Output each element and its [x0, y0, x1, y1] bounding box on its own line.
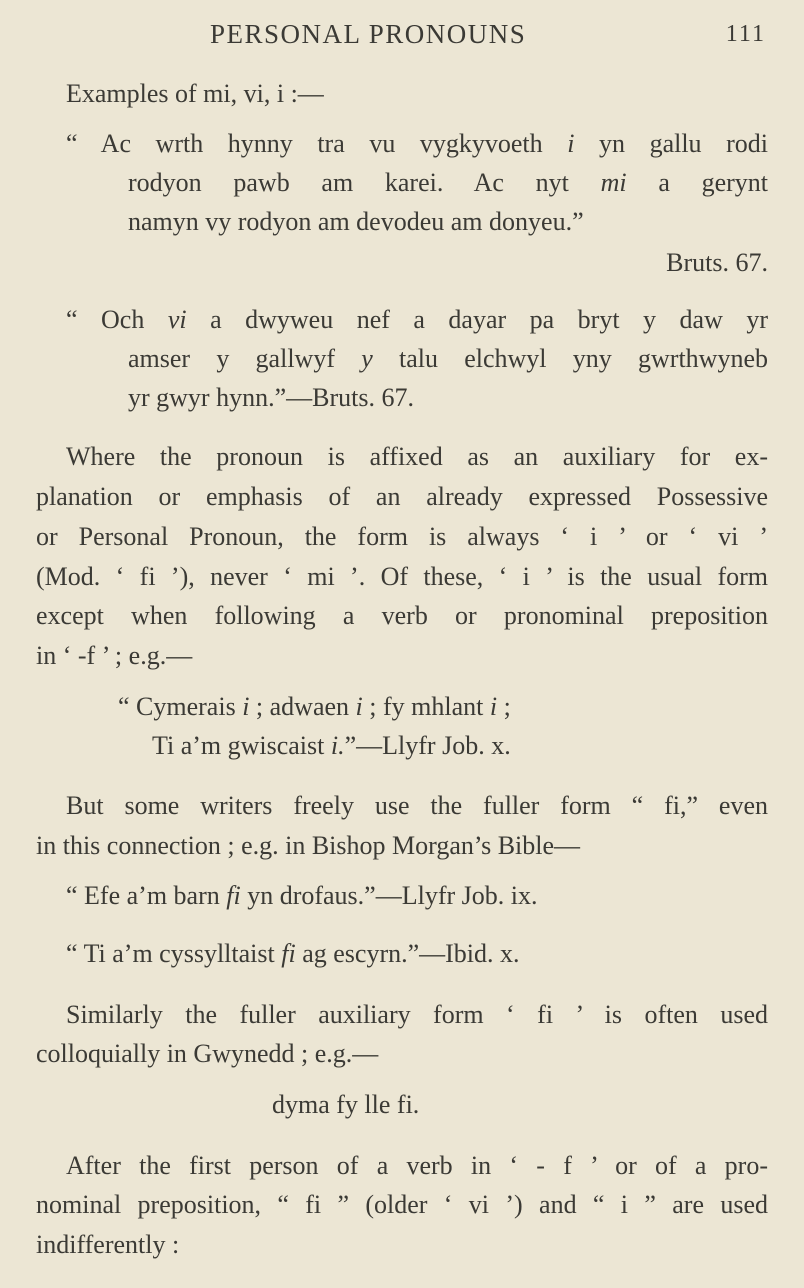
quote-2-line-2	[128, 339, 768, 379]
italic-run: i.	[330, 731, 345, 760]
paragraph-1-line-3: or Personal Pronoun, the form is always ‘ i ’ or ‘ vi ’	[36, 522, 768, 551]
italic-run: i	[567, 129, 575, 158]
text-run: “ Ac wrth hynny tra vu vygkyvoeth	[66, 129, 568, 158]
quote-2-line-3: yr gwyr hynn.”—Bruts. 67.	[128, 383, 414, 412]
paragraph-3-line-1: Similarly the fuller auxiliary form ‘ fi ’ is often used	[66, 1000, 768, 1029]
italic-run: i	[242, 692, 250, 721]
italic-run: i	[355, 692, 363, 721]
paragraph-2-line-2: in this connection ; e.g. in Bishop Morgan’s Bible—	[36, 831, 581, 860]
italic-run: fi	[281, 939, 296, 968]
quote-5	[66, 934, 520, 974]
text-run: Ti a’m gwiscaist	[152, 731, 331, 760]
text-run: ; fy mhlant	[362, 692, 490, 721]
paragraph-1-line-2: planation or emphasis of an already expressed Possessive	[36, 482, 768, 511]
paragraph-1-line-4: (Mod. ‘ fi ’), never ‘ mi ’. Of these, ‘ i ’ is the usual form	[36, 562, 768, 591]
quote-1-line-1	[66, 124, 768, 164]
italic-run: fi	[226, 881, 241, 910]
page-number: 111	[725, 21, 766, 47]
italic-run: i	[489, 692, 498, 721]
examples-heading: Examples of mi, vi, i :—	[66, 79, 324, 108]
paragraph-2-line-1: But some writers freely use the fuller form “ fi,” even	[66, 791, 768, 820]
quote-3-line-1	[118, 687, 511, 727]
text-run: talu elchwyl yny gwrthwyneb	[372, 344, 768, 373]
text-run: ; adwaen	[249, 692, 356, 721]
page-header	[0, 16, 804, 52]
text-run: rodyon pawb am karei. Ac nyt	[128, 168, 601, 197]
text-run: amser y gallwyf	[128, 344, 362, 373]
quote-3-line-2	[152, 726, 511, 766]
text-run: “ Cymerais	[118, 692, 243, 721]
quote-4	[66, 876, 537, 916]
italic-run: mi	[600, 168, 627, 197]
text-run: yn gallu rodi	[574, 129, 768, 158]
running-head: PERSONAL PRONOUNS	[210, 19, 527, 49]
text-run: a dwyweu nef a dayar pa bryt y daw yr	[186, 305, 768, 334]
italic-run: vi	[167, 305, 187, 334]
paragraph-4-line-1: After the first person of a verb in ‘ - f ’ or of a pro-	[66, 1151, 768, 1180]
text-run: ;	[497, 692, 511, 721]
quote-1-line-2	[128, 163, 768, 203]
quote-2-line-1	[66, 300, 768, 340]
text-run: “ Och	[66, 305, 168, 334]
text-run: ”—Llyfr Job. x.	[344, 731, 511, 760]
paragraph-4-line-3: indifferently :	[36, 1230, 180, 1259]
paragraph-1-line-6: in ‘ -f ’ ; e.g.—	[36, 641, 193, 670]
paragraph-4-line-2: nominal preposition, “ fi ” (older ‘ vi ’) and “ i ” are used	[36, 1190, 768, 1219]
quote-1-citation: Bruts. 67.	[666, 248, 768, 277]
paragraph-1-line-5: except when following a verb or pronominal preposition	[36, 601, 768, 630]
italic-run: y	[361, 344, 373, 373]
text-run: “ Ti a’m cyssylltaist	[66, 939, 282, 968]
quote-1-line-3: namyn vy rodyon am devodeu am donyeu.”	[128, 207, 584, 236]
text-run: ag escyrn.”—Ibid. x.	[295, 939, 520, 968]
paragraph-1-line-1: Where the pronoun is affixed as an auxiliary for ex-	[66, 442, 768, 471]
text-run: a gerynt	[626, 168, 769, 197]
text-run: yn drofaus.”—Llyfr Job. ix.	[240, 881, 538, 910]
example-line: dyma fy lle fi.	[272, 1090, 420, 1119]
paragraph-3-line-2: colloquially in Gwynedd ; e.g.—	[36, 1039, 379, 1068]
text-run: “ Efe a’m barn	[66, 881, 227, 910]
